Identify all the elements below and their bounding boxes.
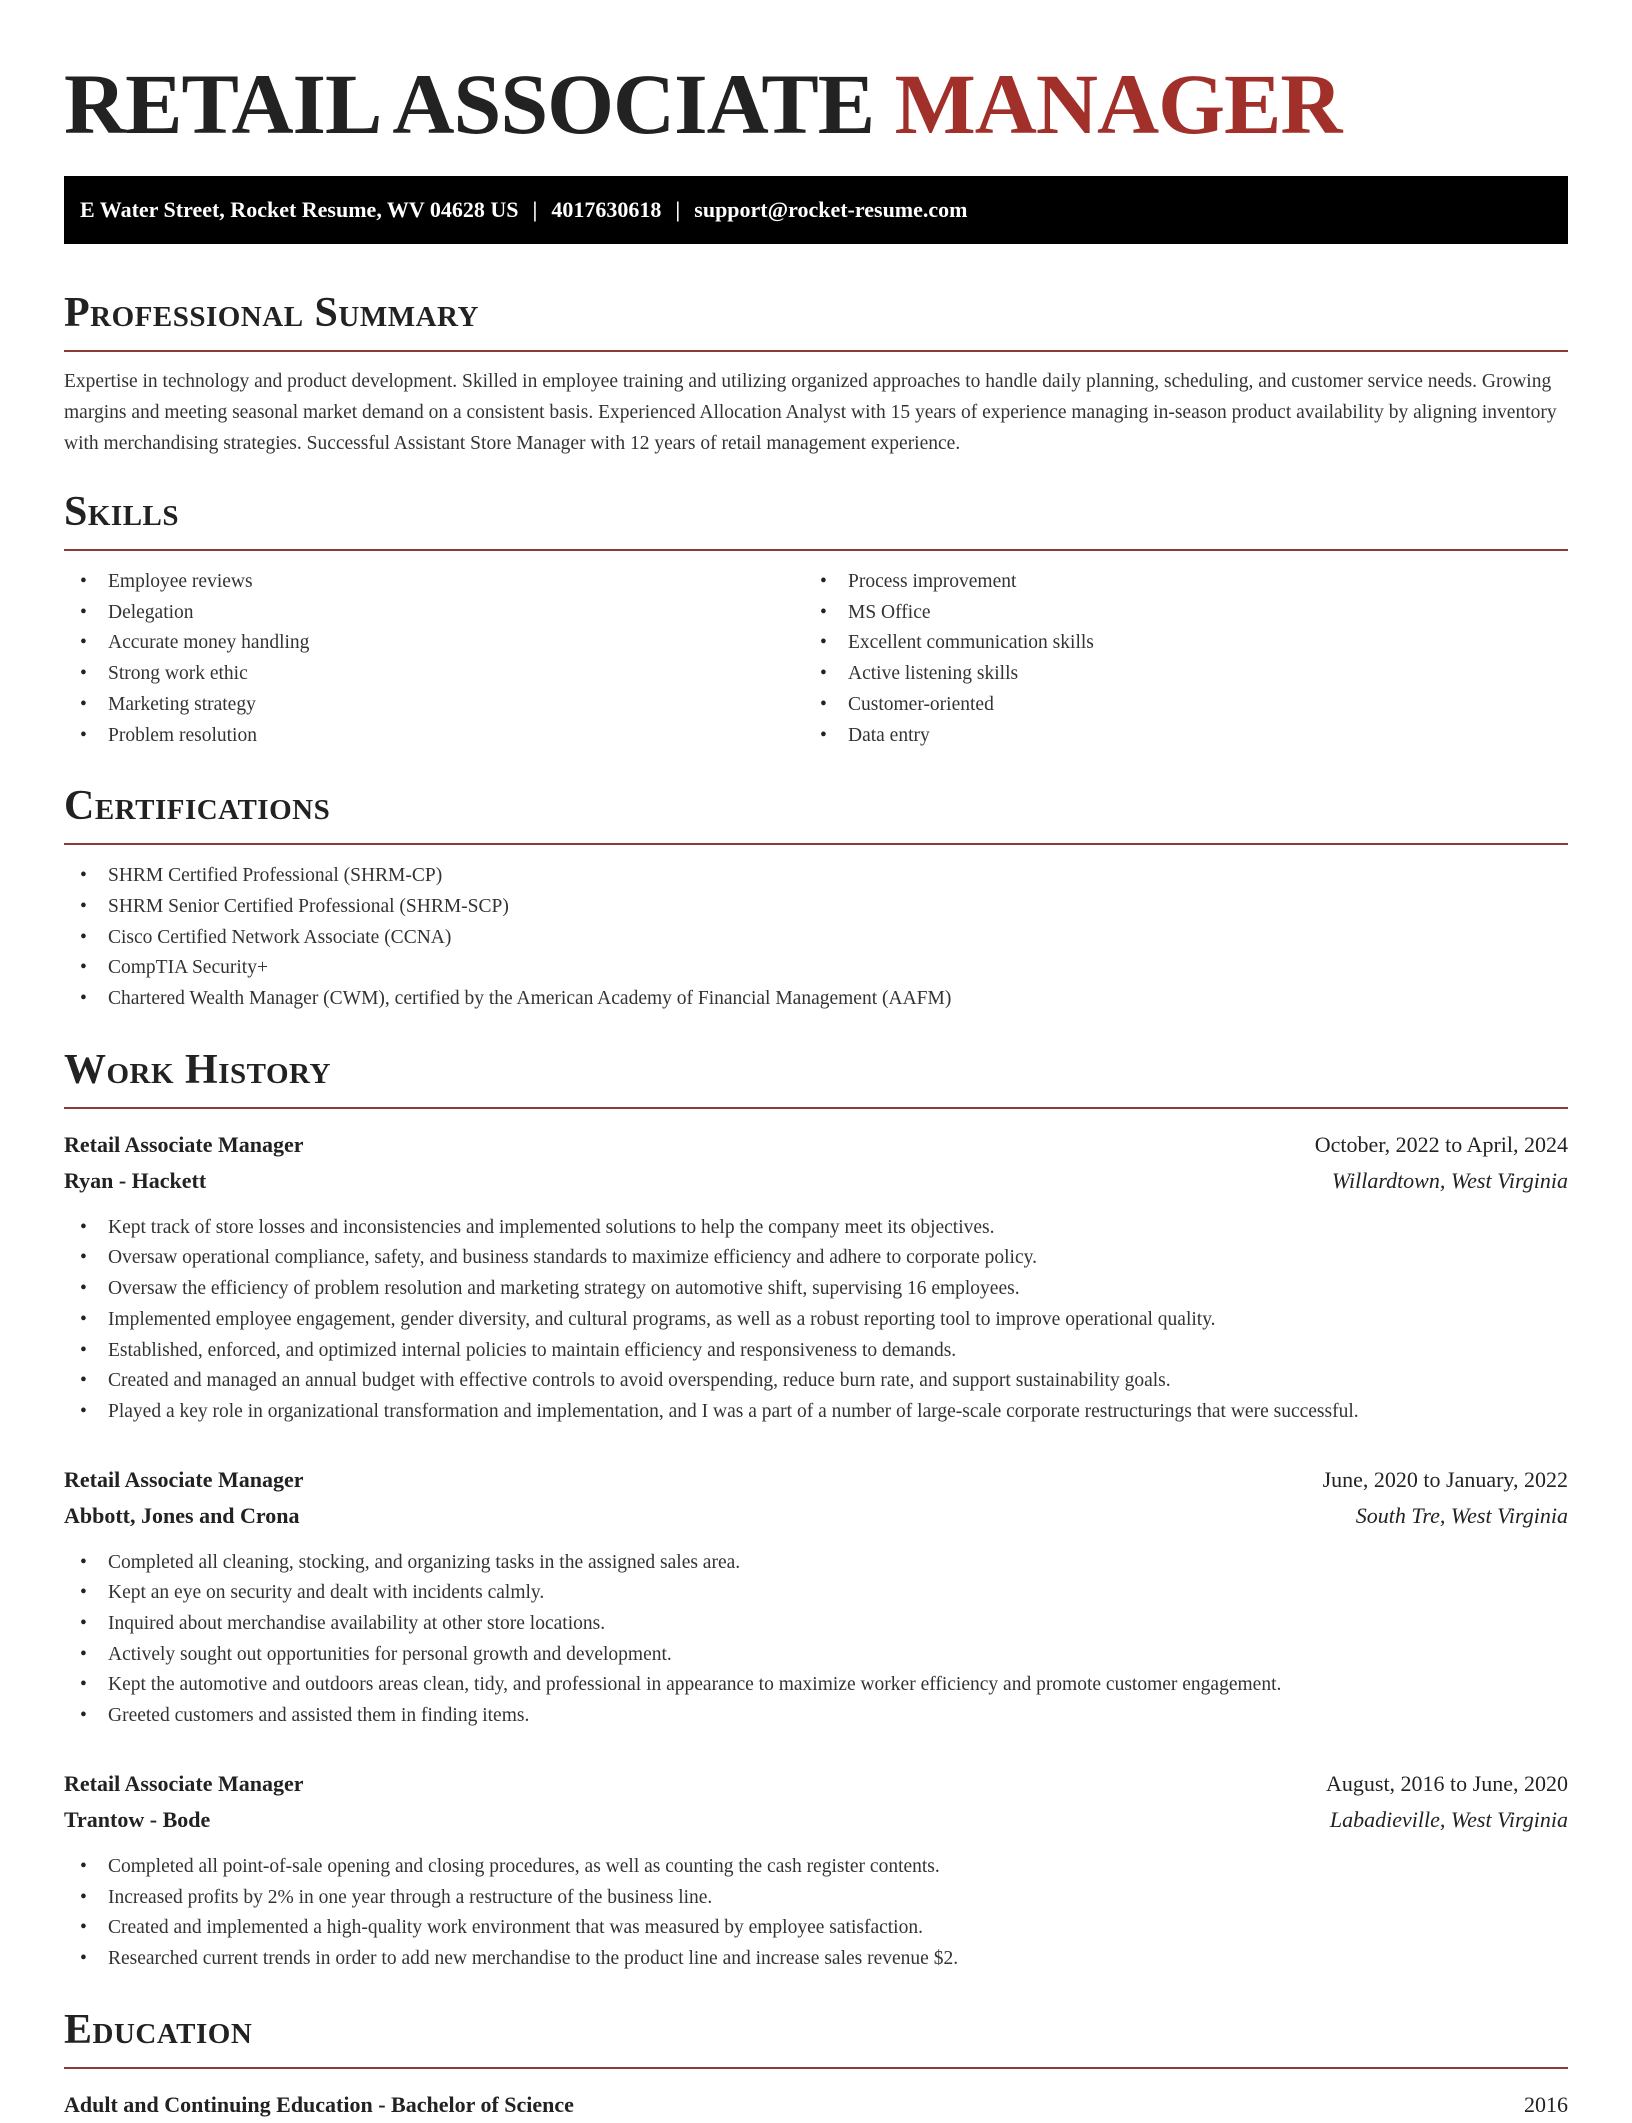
job-bullets <box>64 1213 1568 1428</box>
education-year: 2016 <box>1524 2091 1568 2117</box>
certification-item: • Cisco Certified Network Associate (CCNA) <box>64 923 1568 954</box>
skill-item: • Problem resolution <box>64 721 804 752</box>
contact-phone: 4017630618 <box>551 197 662 222</box>
job-bullet: • Inquired about merchandise availability at other store locations. <box>64 1609 1568 1640</box>
contact-address: E Water Street, Rocket Resume, WV 04628 US <box>80 197 519 222</box>
job-bullet: • Kept track of store losses and inconsistencies and implemented solutions to help the company meet its objectives. <box>64 1213 1568 1244</box>
resume-title <box>64 0 1568 152</box>
certifications-list <box>64 861 1568 1015</box>
job-company: Trantow - Bode <box>64 1806 211 1832</box>
job-company: Abbott, Jones and Crona <box>64 1502 300 1528</box>
job-entry <box>64 1127 1568 1428</box>
job-entry <box>64 1766 1568 1975</box>
title-main: RETAIL ASSOCIATE <box>64 56 875 152</box>
job-bullet: • Created and managed an annual budget with effective controls to avoid overspending, reduce burn rate, and support sustainability goals. <box>64 1366 1568 1397</box>
job-bullets <box>64 1548 1568 1732</box>
work-history-heading: Work History <box>64 1045 1568 1109</box>
skills-heading: Skills <box>64 487 1568 551</box>
job-bullets <box>64 1852 1568 1975</box>
job-bullet: • Kept the automotive and outdoors areas clean, tidy, and professional in appearance to maximize worker efficiency and promote customer engagement. <box>64 1670 1568 1701</box>
job-company: Ryan - Hackett <box>64 1167 207 1193</box>
job-location: Willardtown, West Virginia <box>1331 1167 1568 1193</box>
summary-heading: Professional Summary <box>64 288 1568 352</box>
job-location: South Tre, West Virginia <box>1355 1502 1568 1528</box>
job-entry <box>64 1462 1568 1732</box>
job-subheader-row <box>64 1802 1568 1838</box>
contact-separator: | <box>532 197 538 222</box>
skills-grid <box>64 567 1568 751</box>
skills-list-left <box>64 567 804 751</box>
job-dates: June, 2020 to January, 2022 <box>1322 1466 1568 1492</box>
job-subheader-row <box>64 1163 1568 1199</box>
skills-list-right <box>804 567 1544 751</box>
job-title: Retail Associate Manager <box>64 1770 304 1796</box>
certification-item: • Chartered Wealth Manager (CWM), certified by the American Academy of Financial Management (AAFM) <box>64 984 1568 1015</box>
skill-item: • Strong work ethic <box>64 659 804 690</box>
skill-item: • Accurate money handling <box>64 628 804 659</box>
job-bullet: • Greeted customers and assisted them in finding items. <box>64 1701 1568 1732</box>
job-title: Retail Associate Manager <box>64 1131 304 1157</box>
skill-item: • Customer-oriented <box>804 690 1544 721</box>
job-bullet: • Established, enforced, and optimized internal policies to maintain efficiency and responsiveness to demands. <box>64 1336 1568 1367</box>
job-bullet: • Completed all point-of-sale opening and closing procedures, as well as counting the cash register contents. <box>64 1852 1568 1883</box>
certification-item: • CompTIA Security+ <box>64 953 1568 984</box>
skill-item: • Employee reviews <box>64 567 804 598</box>
job-bullet: • Increased profits by 2% in one year through a restructure of the business line. <box>64 1883 1568 1914</box>
summary-text: Expertise in technology and product development. Skilled in employee training and utilizing organized approaches to handle daily planning, scheduling, and customer service needs. Growing margins and meeting seasonal market demand on a consistent basis. Experienced Allocation Analyst with 15 years of experience managing in-season product availability by aligning inventory with merchandising strategies. Successful Assistant Store Manager with 12 years of retail management experience. <box>64 371 1557 454</box>
skill-item: • MS Office <box>804 598 1544 629</box>
job-header-row <box>64 1766 1568 1802</box>
job-header-row <box>64 1127 1568 1163</box>
skill-item: • Marketing strategy <box>64 690 804 721</box>
resume-page <box>64 0 1568 2123</box>
job-bullet: • Completed all cleaning, stocking, and organizing tasks in the assigned sales area. <box>64 1548 1568 1579</box>
job-dates: August, 2016 to June, 2020 <box>1326 1770 1568 1796</box>
job-bullet: • Kept an eye on security and dealt with incidents calmly. <box>64 1578 1568 1609</box>
skill-item: • Excellent communication skills <box>804 628 1544 659</box>
job-bullet: • Researched current trends in order to add new merchandise to the product line and increase sales revenue $2. <box>64 1944 1568 1975</box>
job-bullet: • Implemented employee engagement, gender diversity, and cultural programs, as well as a robust reporting tool to improve operational quality. <box>64 1305 1568 1336</box>
skill-item: • Data entry <box>804 721 1544 752</box>
skill-item: • Process improvement <box>804 567 1544 598</box>
skill-item: • Delegation <box>64 598 804 629</box>
contact-email: support@rocket-resume.com <box>694 197 968 222</box>
certifications-heading: Certifications <box>64 781 1568 845</box>
job-dates: October, 2022 to April, 2024 <box>1314 1131 1568 1157</box>
job-bullet: • Actively sought out opportunities for personal growth and development. <box>64 1640 1568 1671</box>
job-location: Labadieville, West Virginia <box>1329 1806 1568 1832</box>
job-title: Retail Associate Manager <box>64 1466 304 1492</box>
education-degree: Adult and Continuing Education - Bachelor of Science <box>64 2091 574 2117</box>
skill-item: • Active listening skills <box>804 659 1544 690</box>
certification-item: • SHRM Certified Professional (SHRM-CP) <box>64 861 1568 892</box>
job-bullet: • Oversaw the efficiency of problem resolution and marketing strategy on automotive shift, supervising 16 employees. <box>64 1274 1568 1305</box>
certification-item: • SHRM Senior Certified Professional (SHRM-SCP) <box>64 892 1568 923</box>
job-header-row <box>64 1462 1568 1498</box>
contact-bar <box>64 176 1568 244</box>
education-entry <box>64 2087 1568 2123</box>
job-bullet: • Played a key role in organizational transformation and implementation, and I was a part of a number of large-scale corporate restructurings that were successful. <box>64 1397 1568 1428</box>
education-heading: Education <box>64 2005 1568 2069</box>
job-bullet: • Oversaw operational compliance, safety, and business standards to maximize efficiency and adhere to corporate policy. <box>64 1243 1568 1274</box>
title-accent: MANAGER <box>894 56 1342 152</box>
job-bullet: • Created and implemented a high-quality work environment that was measured by employee satisfaction. <box>64 1913 1568 1944</box>
contact-separator: | <box>675 197 681 222</box>
job-subheader-row <box>64 1498 1568 1534</box>
